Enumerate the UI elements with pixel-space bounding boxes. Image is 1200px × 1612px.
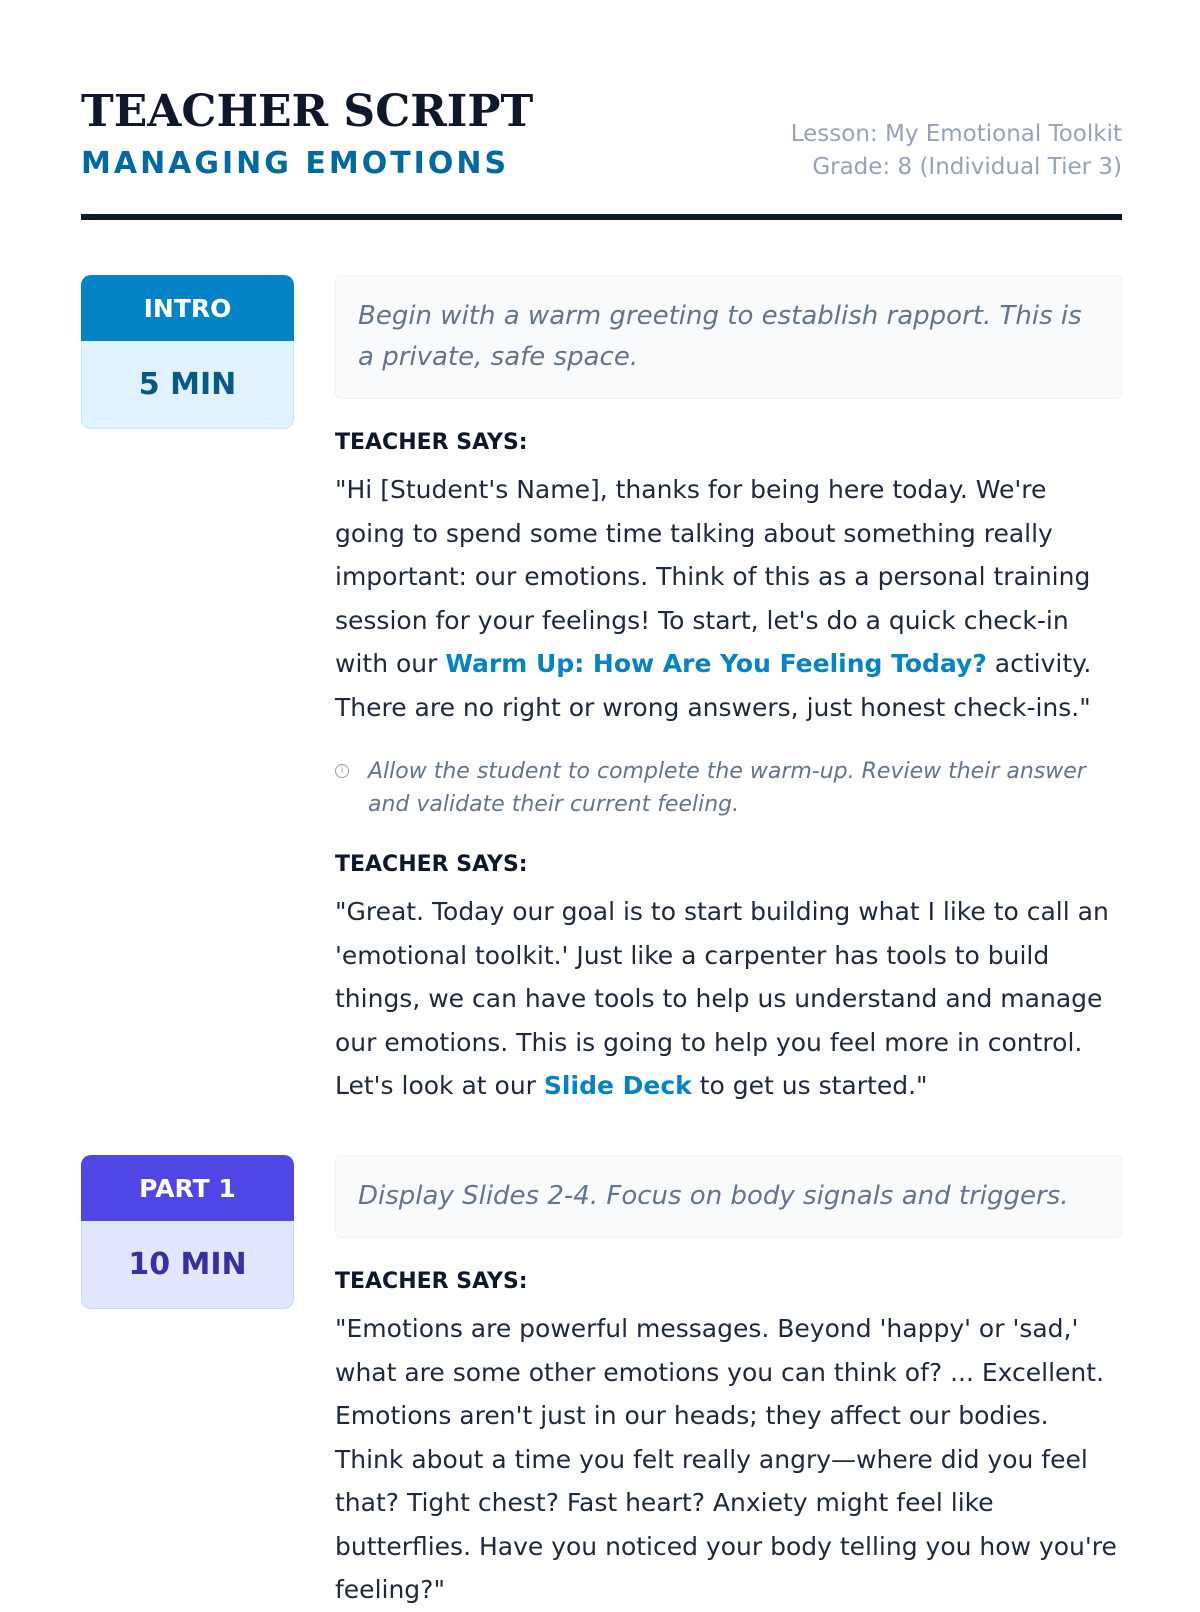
script-text: "Great. Today our goal is to start building what I like to call an 'emotional toolkit.' Just like a carpenter has tools to build things, we can have tools to help us understand and manage our emotions. This is going to help you feel more in control. Let's look at our [335,897,1109,1100]
tip-text: Allow the student to complete the warm-up. Review their answer and validate their current feeling. [368,759,1086,817]
teacher-script-text [335,468,1122,729]
header-divider [81,214,1122,220]
page-header [81,88,1122,218]
teacher-tip [335,755,1122,821]
director-note: Begin with a warm greeting to establish rapport. This is a private, safe space. [335,275,1122,399]
script-text: to get us started." [691,1071,928,1100]
teacher-says-label: TEACHER SAYS: [335,1269,528,1294]
slide-deck-link[interactable]: Slide Deck [543,1071,692,1100]
lesson-meta [791,118,1122,184]
page-title: TEACHER SCRIPT [81,86,534,137]
page-subtitle: MANAGING EMOTIONS [81,146,510,181]
section-content [335,1155,1122,1612]
teacher-says-label: TEACHER SAYS: [335,852,528,877]
teacher-says-label: TEACHER SAYS: [335,430,528,455]
badge-time: 10 MIN [81,1221,294,1309]
teacher-script-text [335,890,1122,1108]
lesson-name: Lesson: My Emotional Toolkit [790,121,1122,147]
script-text: "Hi [Student's Name], thanks for being here today. We're going to spend some time talking about something really important: our emotions. Think of this as a personal training session for your feelings! To start, let's do a quick check-in with our [335,475,1091,678]
info-icon: i [335,764,349,778]
section-content [335,275,1122,1108]
director-note: Display Slides 2-4. Focus on body signals and triggers. [335,1155,1122,1238]
badge-time: 5 MIN [81,341,294,429]
warm-up-activity-link[interactable]: Warm Up: How Are You Feeling Today? [445,649,987,678]
time-badge-intro [81,275,294,429]
grade-level: Grade: 8 (Individual Tier 3) [812,154,1122,180]
time-badge-part-1 [81,1155,294,1309]
script-text: activity. There are no right or wrong answers, just honest check-ins." [335,649,1092,722]
teacher-script-text: "Emotions are powerful messages. Beyond 'happy' or 'sad,' what are some other emotions you can think of? ... Excellent. Emotions aren't just in our heads; they affect our bodies. Think about a time you felt really angry—where did you feel that? Tight chest? Fast heart? Anxiety might feel like butterflies. Have you noticed your body telling you how you're feeling?" [335,1314,1117,1604]
badge-label: INTRO [81,275,294,341]
badge-label: PART 1 [81,1155,294,1221]
